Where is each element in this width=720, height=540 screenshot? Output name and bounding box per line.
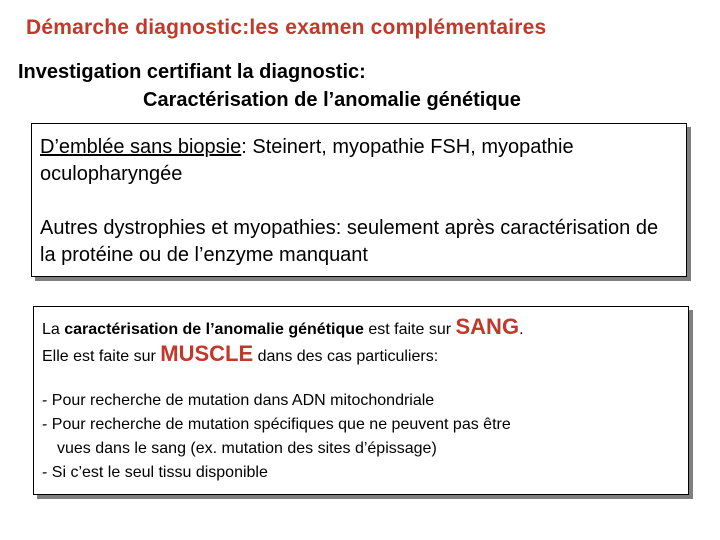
sang-highlight: SANG: [455, 314, 520, 339]
box2-line-1-end: .: [519, 321, 524, 338]
box2-line-2-start: Elle est faite sur: [42, 348, 161, 365]
list-item: - Pour recherche de mutation dans ADN mitochondriale: [42, 392, 435, 409]
box1-paragraph-1-rest: : Steinert, myopathie FSH, myopathie oculopharyngée: [40, 136, 574, 185]
indication-list: [42, 389, 680, 485]
box2-line-1-start: La: [42, 321, 65, 338]
subtitle-line-1: Investigation certifiant la diagnostic:: [18, 61, 366, 83]
list-item: - Si c’est le seul tissu disponible: [42, 464, 268, 481]
box2-bold-term: caractérisation de l’anomalie génétique: [64, 321, 364, 338]
box1-underlined-term: D’emblée sans biopsie: [40, 136, 242, 158]
slide-title: Démarche diagnostic:les examen complémentaires: [26, 16, 547, 39]
muscle-highlight: MUSCLE: [160, 341, 254, 366]
slide-subtitle: [18, 58, 521, 114]
box1-paragraph-2: Autres dystrophies et myopathies: seulement après caractérisation de la protéine ou de l’enzyme manquant: [40, 217, 659, 266]
box2-line-2-end: dans des cas particuliers:: [253, 348, 439, 365]
box2-line-1: [42, 315, 680, 342]
info-box-biopsy: [31, 123, 687, 277]
list-item: - Pour recherche de mutation spécifiques que ne peuvent pas être: [42, 416, 511, 433]
info-box-genetic: [33, 306, 689, 495]
box1-paragraph-1: [40, 134, 678, 188]
box2-line-1-mid: est faite sur: [363, 321, 456, 338]
box2-line-2: [42, 342, 680, 369]
list-item-continuation: vues dans le sang (ex. mutation des sites d’épissage): [57, 440, 437, 457]
subtitle-line-2: Caractérisation de l’anomalie génétique: [143, 89, 521, 111]
